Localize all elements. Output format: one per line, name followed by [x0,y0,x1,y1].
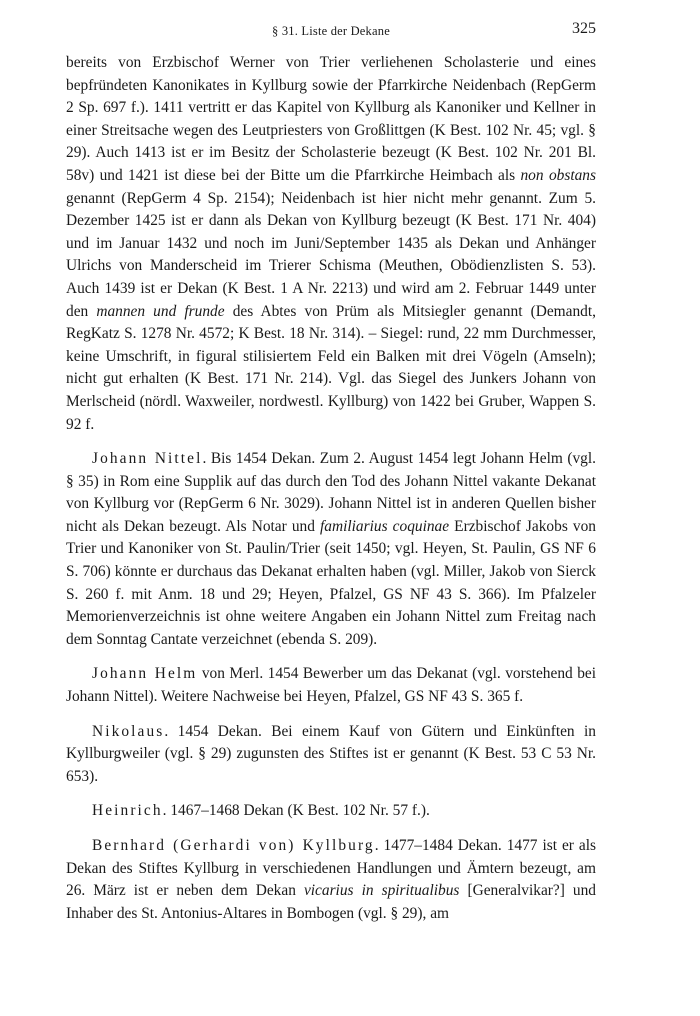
text-run: . 1454 Dekan. Bei einem Kauf von Gütern und Einkünften in Kyllburgweiler (vgl. § 29) zugunsten des Stiftes ist er genannt (K Best. 53 C 53 Nr. 653). [66,722,596,785]
latin-term: familiarius coquinae [320,517,450,535]
paragraph-continuation [66,52,596,436]
dean-name: Johann Nittel [92,450,203,468]
dean-entry [66,448,596,651]
latin-term: vicarius in spiritualibus [303,882,460,900]
book-page [66,18,596,937]
text-run: Erzbischof Jakobs von Trier und Kanoniker von St. Paulin/Trier (seit 1450; vgl. Heyen, St. Paulin, GS NF 6 S. 706) könnte er durchaus das Dekanat erhalten haben (vgl. Miller, Jakob von Sierck S. 260 f. mit Anm. 18 und 29; Heyen, Pfalzel, GS NF 43 S. 366). Im Pfalzeler Memorienverzeichnis ist ohne weitere Angaben ein Johann Nittel zum Freitag nach dem Sonntag Cantate verzeichnet (ebenda S. 209). [66,517,596,648]
dean-name: Bernhard (Gerhardi von) Kyllburg [92,837,375,854]
text-run: bereits von Erzbischof Werner von Trier verliehenen Scholasterie und eines bepfründeten Kanonikates in Kyllburg sowie der Pfarrkirche Neidenbach (RepGerm 2 Sp. 697 f.). 1411 vertritt er das Kapitel von Kyllburg als Kanoniker und Kellner in einer Streitsache wegen des Leutpriesters von Großlittgen (K Best. 102 Nr. 45; vgl. § 29). Auch 1413 ist er im Besitz der Scholasterie bezeugt (K Best. 102 Nr. 201 Bl. 58v) und 1421 ist diese bei der Bitte um die Pfarrkirche Heimbach als [66,54,596,184]
dean-entry [66,663,596,708]
text-run: . Bis 1454 Dekan. Zum 2. August 1454 legt Johann Helm (vgl. § 35) in Rom eine Supplik auf das durch den Tod des Johann Nittel vakante Dekanat von Kyllburg vor (RepGerm 6 Nr. 3029). Johann Nittel ist in anderen Quellen bisher nicht als Dekan bezeugt. Als Notar und [66,450,596,535]
text-run: von Merl. 1454 Bewerber um das Dekanat (vgl. vorstehend bei Johann Nittel). Weitere Nachweise bei Heyen, Pfalzel, GS NF 43 S. 365 f. [66,665,596,706]
running-title: § 31. Liste der Dekane [272,24,390,38]
dean-name: Johann Helm [92,665,198,683]
dean-entry [66,835,596,925]
text-run: des Abtes von Prüm als Mitsiegler genannt (Demandt, RegKatz S. 1278 Nr. 4572; K Best. 18 Nr. 314). – Siegel: rund, 22 mm Durchmesser, keine Umschrift, in figural stilisiertem Feld ein Balken mit drei Vögeln (Amseln); nicht gut erhalten (K Best. 171 Nr. 214). Vgl. das Siegel des Junkers Johann von Merlscheid (nördl. Waxweiler, nordwestl. Kyllburg) von 1422 bei Gruber, Wappen S. 92 f. [66,302,596,433]
quoted-term: mannen und frunde [96,302,225,320]
text-run: genannt (RepGerm 4 Sp. 2154); Neidenbach ist hier nicht mehr genannt. Zum 5. Dezember 1425 ist er dann als Dekan von Kyllburg bezeugt (K Best. 171 Nr. 404) und im Januar 1432 und noch im Juni/September 1435 als Dekan und Anhänger Ulrichs von Manderscheid im Trierer Schisma (Meuthen, Obödienzlisten S. 53). Auch 1439 ist er Dekan (K Best. 1 A Nr. 2213) und wird am 2. Februar 1449 unter den [66,189,596,320]
running-header [66,18,596,46]
text-run: . 1477–1484 Dekan. 1477 ist er als Dekan des Stiftes Kyllburg in verschiedenen Handlungen und Ämtern bezeugt, am 26. März ist er neben dem Dekan [66,837,596,900]
dean-entry [66,721,596,789]
dean-name: Nikolaus [92,722,165,740]
text-run: [Generalvikar?] und Inhaber des St. Antonius-Altares in Bombogen (vgl. § 29), am [66,882,596,922]
dean-entry [66,800,596,823]
page-number: 325 [572,20,596,37]
body-text [66,52,596,925]
latin-term: non obstans [520,166,596,184]
text-run: . 1467–1468 Dekan (K Best. 102 Nr. 57 f.). [162,802,430,820]
dean-name: Heinrich [92,802,163,820]
